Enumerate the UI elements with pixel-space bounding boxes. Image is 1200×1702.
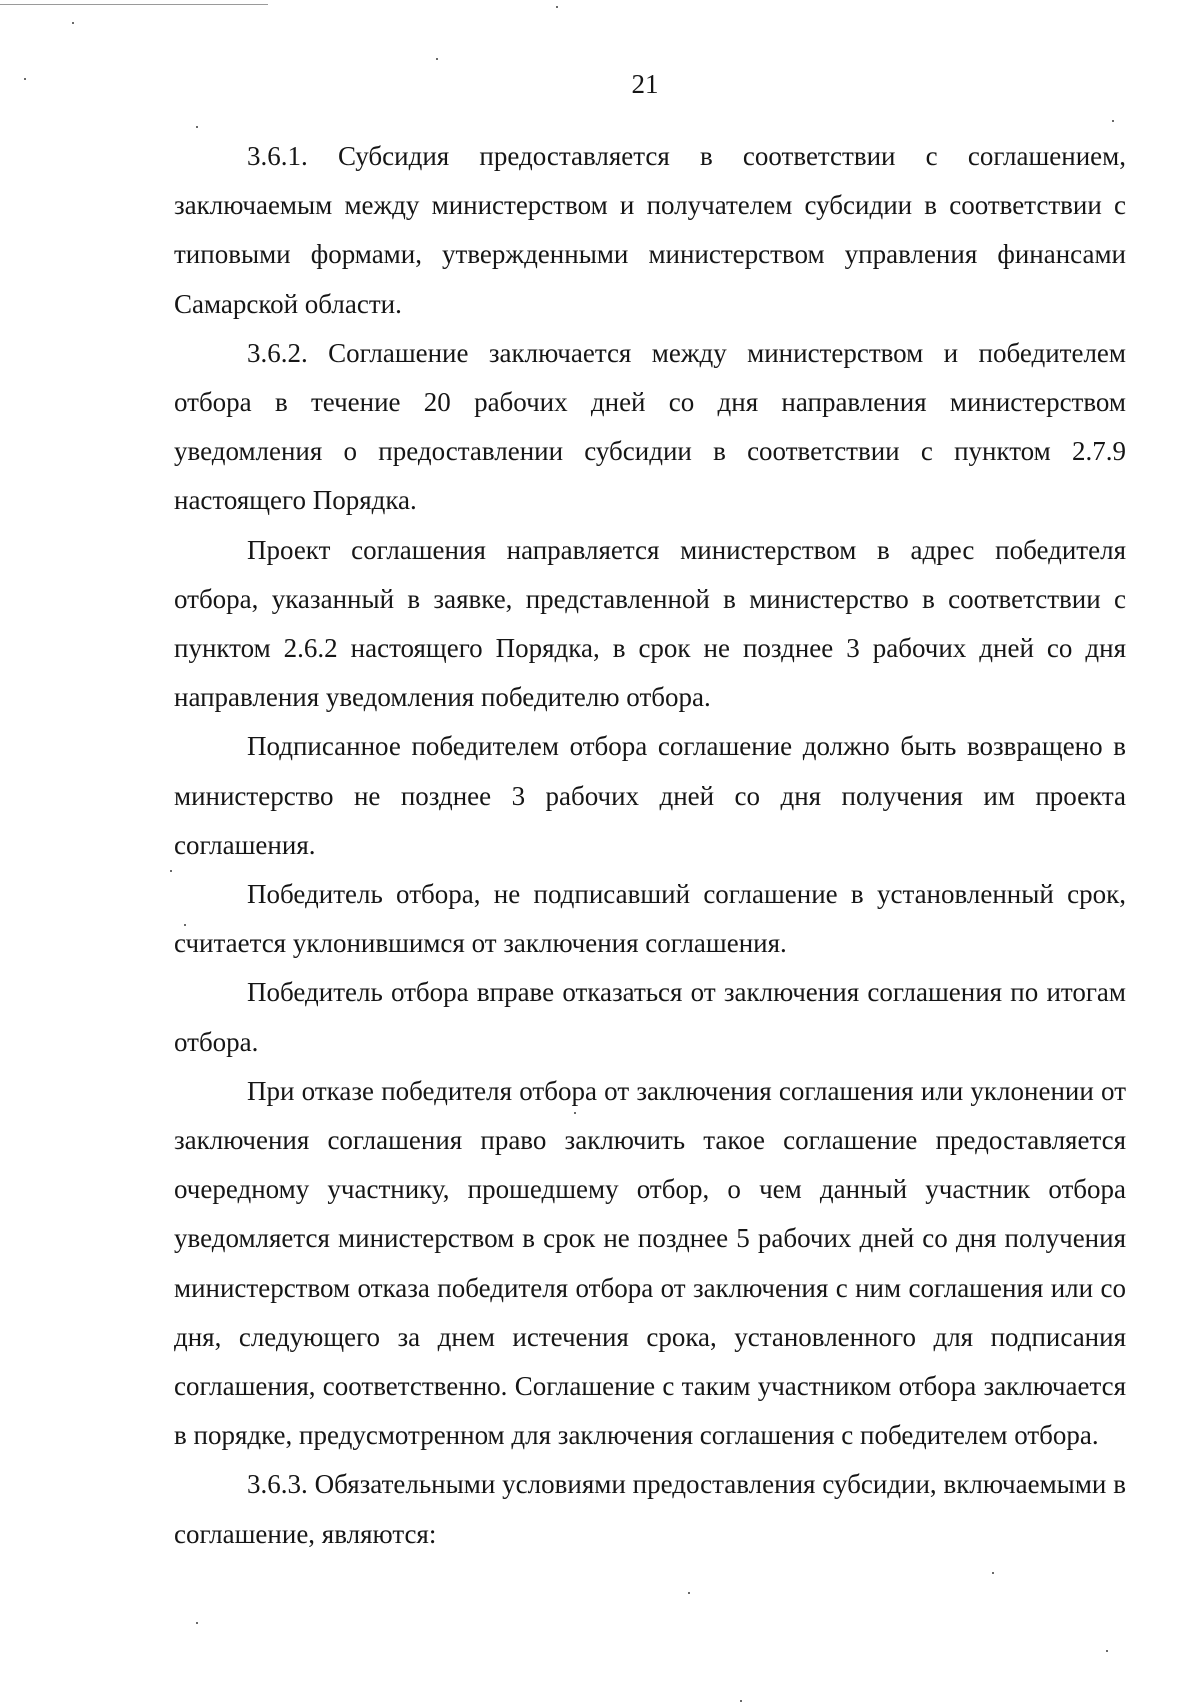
scan-edge-line	[0, 4, 268, 5]
paragraph-evasion: Победитель отбора, не подписавший соглашение в установленный срок, считается уклонившимся от заключения соглашения.	[174, 879, 1126, 959]
scan-speck	[184, 924, 186, 926]
scan-speck	[196, 126, 198, 128]
paragraph-3-6-2: 3.6.2. Соглашение заключается между министерством и победителем отбора в течение 20 рабочих дней со дня направления министерством уведомления о предоставлении субсидии в соответствии с пунктом 2.7.9 настоящего Порядка.	[174, 337, 1126, 516]
scan-speck	[992, 1572, 994, 1574]
scan-speck	[196, 1622, 198, 1624]
scan-speck	[72, 22, 74, 24]
paragraph-signed-return: Подписанное победителем отбора соглашение должно быть возвращено в министерство не позднее 3 рабочих дней со дня получения им проекта соглашения.	[174, 731, 1126, 860]
scan-speck	[556, 6, 558, 8]
paragraph-next-participant: При отказе победителя отбора от заключения соглашения или уклонении от заключения соглашения право заключить такое соглашение предоставляется очередному участнику, прошедшему отбор, о чем данный участник отбора уведомляется министерством в срок не позднее 5 рабочих дней со дня получения министерством отказа победителя отбора от заключения с ним соглашения или со дня, следующего за днем истечения срока, установленного для подписания соглашения, соответственно. Соглашение с таким участником отбора заключается в порядке, предусмотренном для заключения соглашения с победителем отбора.	[174, 1075, 1126, 1451]
scan-speck	[436, 58, 438, 60]
scan-speck	[24, 78, 26, 80]
paragraph-3-6-1: 3.6.1. Субсидия предоставляется в соответствии с соглашением, заключаемым между министерством и получателем субсидии в соответствии с типовыми формами, утвержденными министерством управления финансами Самарской области.	[174, 141, 1126, 319]
document-body	[174, 132, 1126, 1559]
scan-speck	[170, 870, 172, 872]
scan-speck	[574, 1112, 576, 1114]
paragraph-refusal-right: Победитель отбора вправе отказаться от заключения соглашения по итогам отбора.	[174, 977, 1126, 1057]
page-number: 21	[631, 69, 659, 99]
paragraph-3-6-3: 3.6.3. Обязательными условиями предоставления субсидии, включаемыми в соглашение, являются:	[174, 1469, 1126, 1549]
scan-speck	[1112, 120, 1114, 122]
scan-speck	[688, 1592, 690, 1594]
paragraph-project-sending: Проект соглашения направляется министерством в адрес победителя отбора, указанный в заявке, представленной в министерство в соответствии с пунктом 2.6.2 настоящего Порядка, в срок не позднее 3 рабочих дней со дня направления уведомления победителю отбора.	[174, 534, 1126, 713]
scan-speck	[1106, 1650, 1108, 1652]
